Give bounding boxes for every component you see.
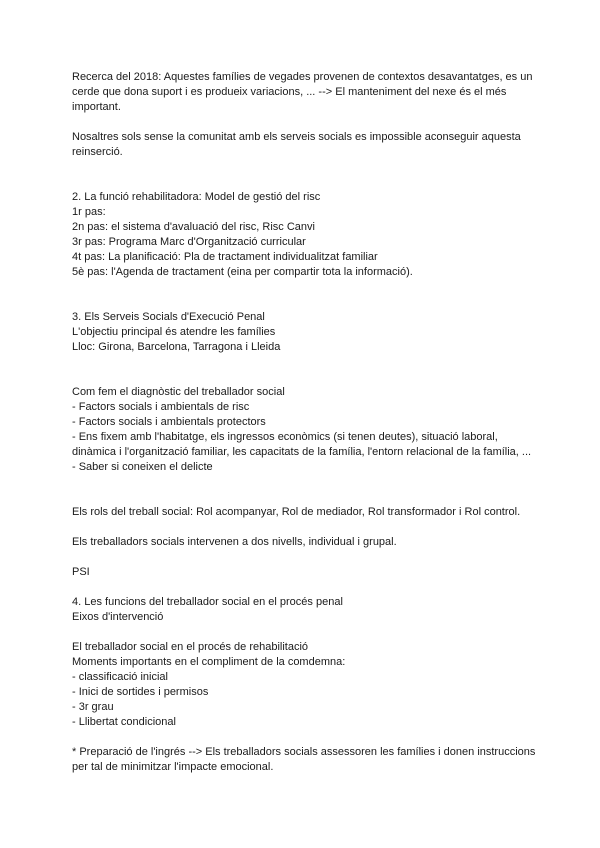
diagnostic-item: - Factors socials i ambientals protectors [72,416,266,428]
step-1: 1r pas: [72,206,106,218]
intro-paragraph: Recerca del 2018: Aquestes famílies de vegades provenen de contextos desavantatges, es un cerde que dona suport i es produeix variacions, ... --> El manteniment del nexe és el més important. [72,71,533,113]
diagnostic-item: - Saber si coneixen el delicte [72,461,213,473]
rehab-item: - classificació inicial [72,671,168,683]
section-2-title: 2. La funció rehabilitadora: Model de gestió del risc [72,191,321,203]
section-3-location: Lloc: Girona, Barcelona, Tarragona i Lleida [72,341,281,353]
diagnostic-item-long: - Ens fixem amb l'habitatge, els ingressos econòmics (si tenen deutes), situació laboral, dinàmica i l'organització familiar, les capacitats de la família, l'entorn relacional de la família, ... [72,431,532,458]
section-3-objective: L'objectiu principal és atendre les famílies [72,326,276,338]
rehab-item: - Llibertat condicional [72,716,176,728]
section-4-subtitle: Eixos d'intervenció [72,611,164,623]
diagnostic-section [72,385,542,475]
psi-label: PSI [72,566,90,578]
rehab-section [72,640,542,730]
section-2 [72,190,542,280]
section-3-title: 3. Els Serveis Socials d'Execució Penal [72,311,265,323]
rehab-title: El treballador social en el procés de rehabilitació [72,641,309,653]
step-5: 5è pas: l'Agenda de tractament (eina per compartir tota la informació). [72,266,413,278]
reinsertion-paragraph: Nosaltres sols sense la comunitat amb els serveis socials es impossible aconseguir aquesta reinserció. [72,131,521,158]
admission-note: * Preparació de l'ingrés --> Els treballadors socials assessoren les famílies i donen instruccions per tal de minimitzar l'impacte emocional. [72,746,536,773]
step-3: 3r pas: Programa Marc d'Organització curricular [72,236,306,248]
step-4: 4t pas: La planificació: Pla de tractament individualitzat familiar [72,251,378,263]
roles-paragraph: Els rols del treball social: Rol acompanyar, Rol de mediador, Rol transformador i Rol control. [72,506,521,518]
section-4 [72,595,542,625]
section-3 [72,310,542,355]
document-page [72,70,542,775]
diagnostic-title: Com fem el diagnòstic del treballador social [72,386,285,398]
rehab-item: - 3r grau [72,701,114,713]
section-4-title: 4. Les funcions del treballador social en el procés penal [72,596,343,608]
diagnostic-item: - Factors socials i ambientals de risc [72,401,250,413]
levels-paragraph: Els treballadors socials intervenen a dos nivells, individual i grupal. [72,536,397,548]
rehab-item: - Inici de sortides i permisos [72,686,209,698]
step-2: 2n pas: el sistema d'avaluació del risc, Risc Canvi [72,221,315,233]
rehab-subtitle: Moments importants en el compliment de la comdemna: [72,656,346,668]
